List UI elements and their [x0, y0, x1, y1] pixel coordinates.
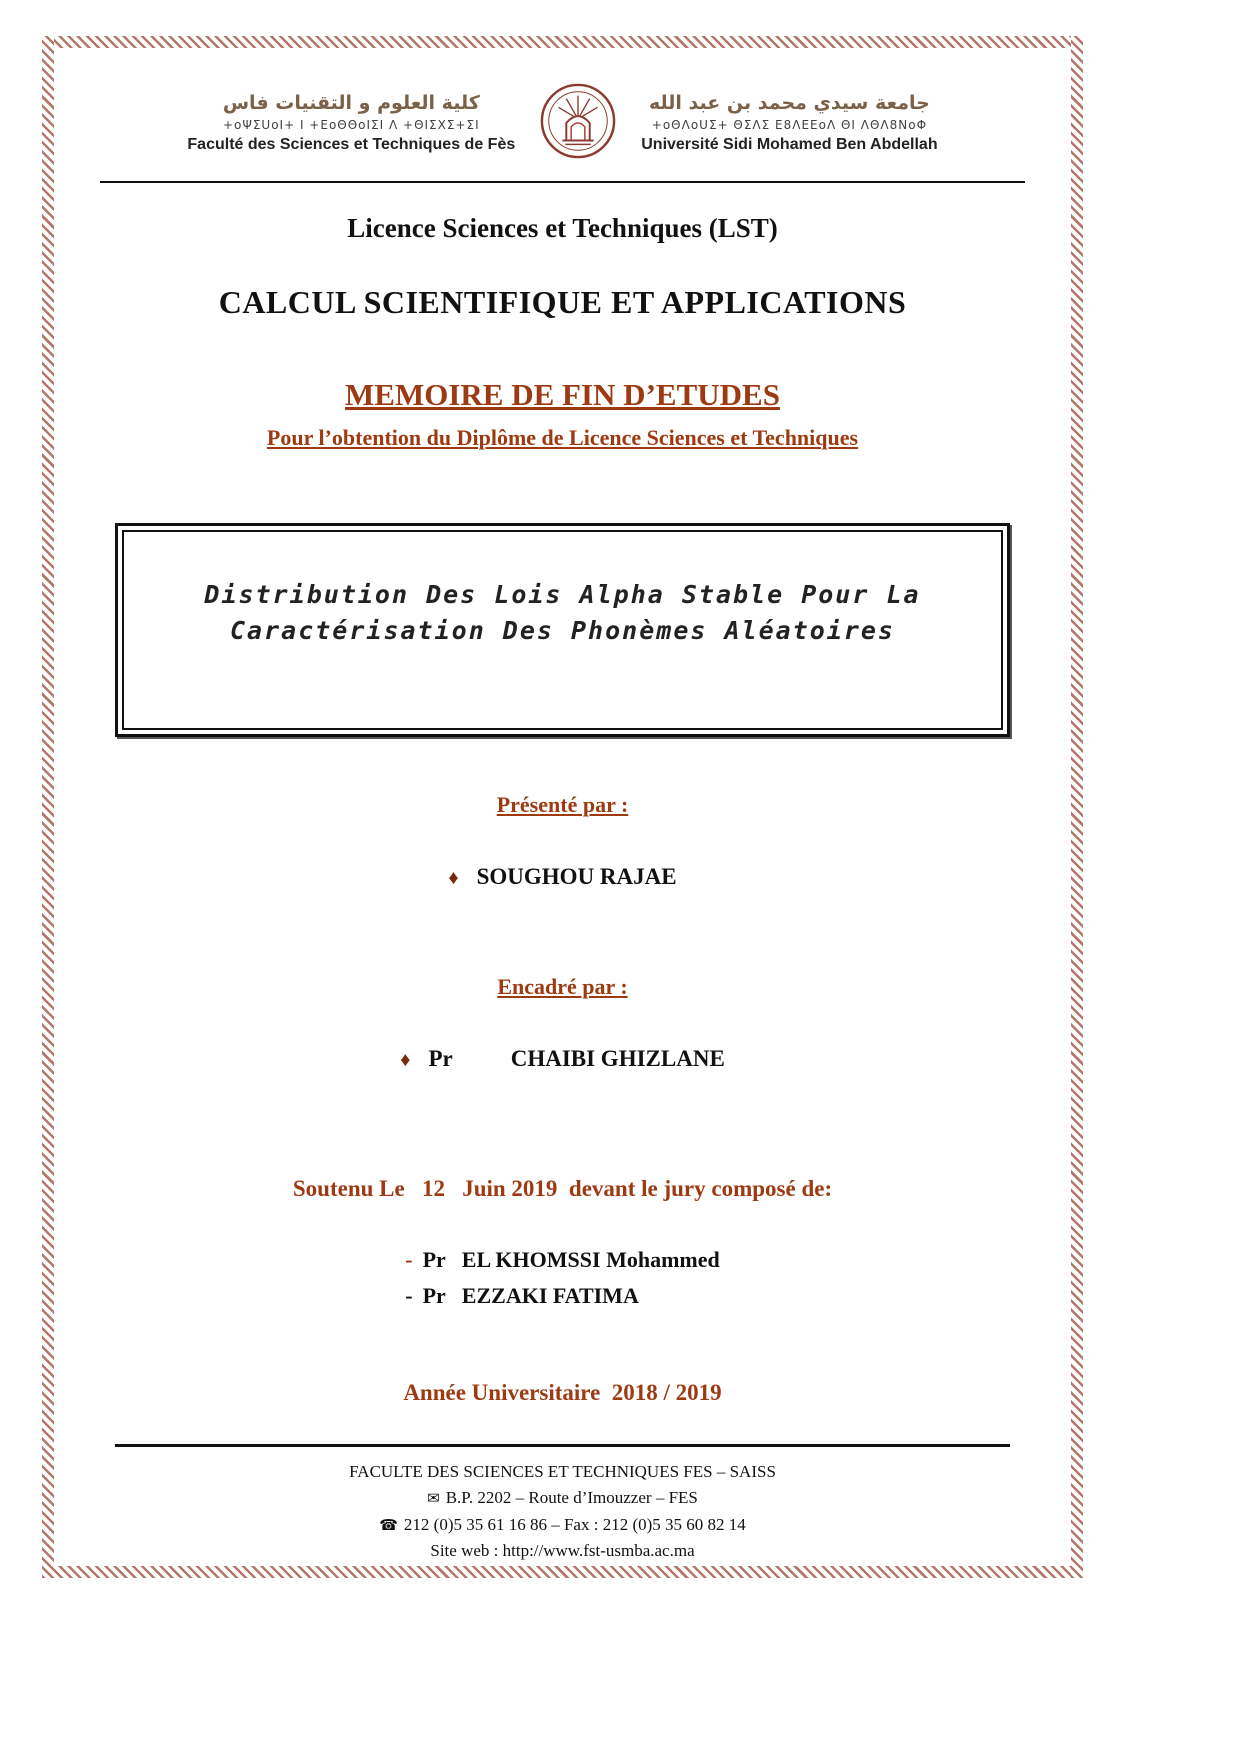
supervised-by-label: Encadré par : [497, 973, 628, 999]
footer-divider [115, 1444, 1010, 1447]
thesis-title-box [115, 523, 1010, 737]
university-name-arabic: جامعة سيدي محمد بن عبد الله [649, 92, 930, 115]
jury-member-name: EL KHOMSSI Mohammed [461, 1246, 720, 1272]
footer [54, 1459, 1071, 1564]
supervisor-row [54, 1046, 1071, 1072]
supervisor-name: CHAIBI GHIZLANE [510, 1045, 725, 1071]
decorative-border-top [42, 36, 1083, 48]
student-row [54, 864, 1071, 890]
thesis-title-box-inner [122, 530, 1003, 730]
academic-year: Année Universitaire 2018 / 2019 [403, 1380, 722, 1406]
decorative-border-left [42, 36, 54, 1578]
university-name-french: Université Sidi Mohamed Ben Abdellah [641, 135, 938, 153]
university-logo-icon [539, 82, 617, 165]
footer-address-line [54, 1485, 1071, 1511]
program-title: Licence Sciences et Techniques (LST) [347, 213, 778, 243]
footer-website-line: Site web : http://www.fst-usmba.ac.ma [430, 1541, 695, 1561]
envelope-icon: ✉ [427, 1489, 440, 1508]
university-block [641, 92, 937, 155]
footer-phone-line [54, 1512, 1071, 1538]
thesis-title: Distribution Des Lois Alpha Stable Pour La Caractérisation Des Phonèmes Aléatoires [204, 580, 921, 646]
header-divider [100, 181, 1025, 183]
diamond-bullet-icon: ♦ [400, 1048, 411, 1071]
memoire-subtitle: Pour l’obtention du Diplôme de Licence Sciences et Techniques [266, 425, 859, 450]
university-name-tifinagh: +oΘΛoUΣ+ ΘΣΛΣ Ε8ΛΕΕoΛ ΘΙ ΛΘΛ8ΝoΦ [651, 117, 928, 132]
decorative-border-bottom [42, 1566, 1083, 1578]
jury-member-title: Pr [422, 1282, 446, 1308]
supervisor-title: Pr [428, 1045, 453, 1071]
footer-phone-text: 212 (0)5 35 61 16 86 – Fax : 212 (0)5 35 60 82 14 [403, 1514, 746, 1534]
faculty-block [187, 92, 515, 155]
list-dash: - [405, 1282, 413, 1308]
footer-address-text: B.P. 2202 – Route d’Imouzzer – FES [445, 1488, 698, 1508]
faculty-name-french: Faculté des Sciences et Techniques de Fès [187, 135, 516, 153]
footer-faculty-line: FACULTE DES SCIENCES ET TECHNIQUES FES – SAISS [349, 1462, 776, 1482]
faculty-name-arabic: كلية العلوم و التقنيات فاس [222, 92, 480, 115]
presented-by-label: Présenté par : [496, 791, 629, 817]
jury-member-row [405, 1278, 719, 1314]
jury-member-title: Pr [422, 1246, 446, 1272]
specialty-title: CALCUL SCIENTIFIQUE ET APPLICATIONS [218, 284, 907, 320]
phone-icon: ☎ [379, 1515, 398, 1534]
jury-member-row [405, 1242, 719, 1278]
list-dash: - [405, 1246, 413, 1272]
page-content [54, 48, 1071, 1566]
memoire-title: MEMOIRE DE FIN D’ETUDES [345, 377, 780, 412]
student-name: SOUGHOU RAJAE [476, 863, 677, 889]
decorative-border-right [1071, 36, 1083, 1578]
diamond-bullet-icon: ♦ [448, 866, 459, 889]
jury-member-name: EZZAKI FATIMA [461, 1282, 639, 1308]
defense-line: Soutenu Le 12 Juin 2019 devant le jury composé de: [292, 1175, 833, 1201]
header [54, 82, 1071, 165]
jury-list [405, 1242, 719, 1315]
faculty-name-tifinagh: +oΨΣUoΙ+ Ι +ΕoΘΘoΙΣΙ Λ +ΘΙΣΧΣ+ΣΙ [223, 117, 480, 132]
